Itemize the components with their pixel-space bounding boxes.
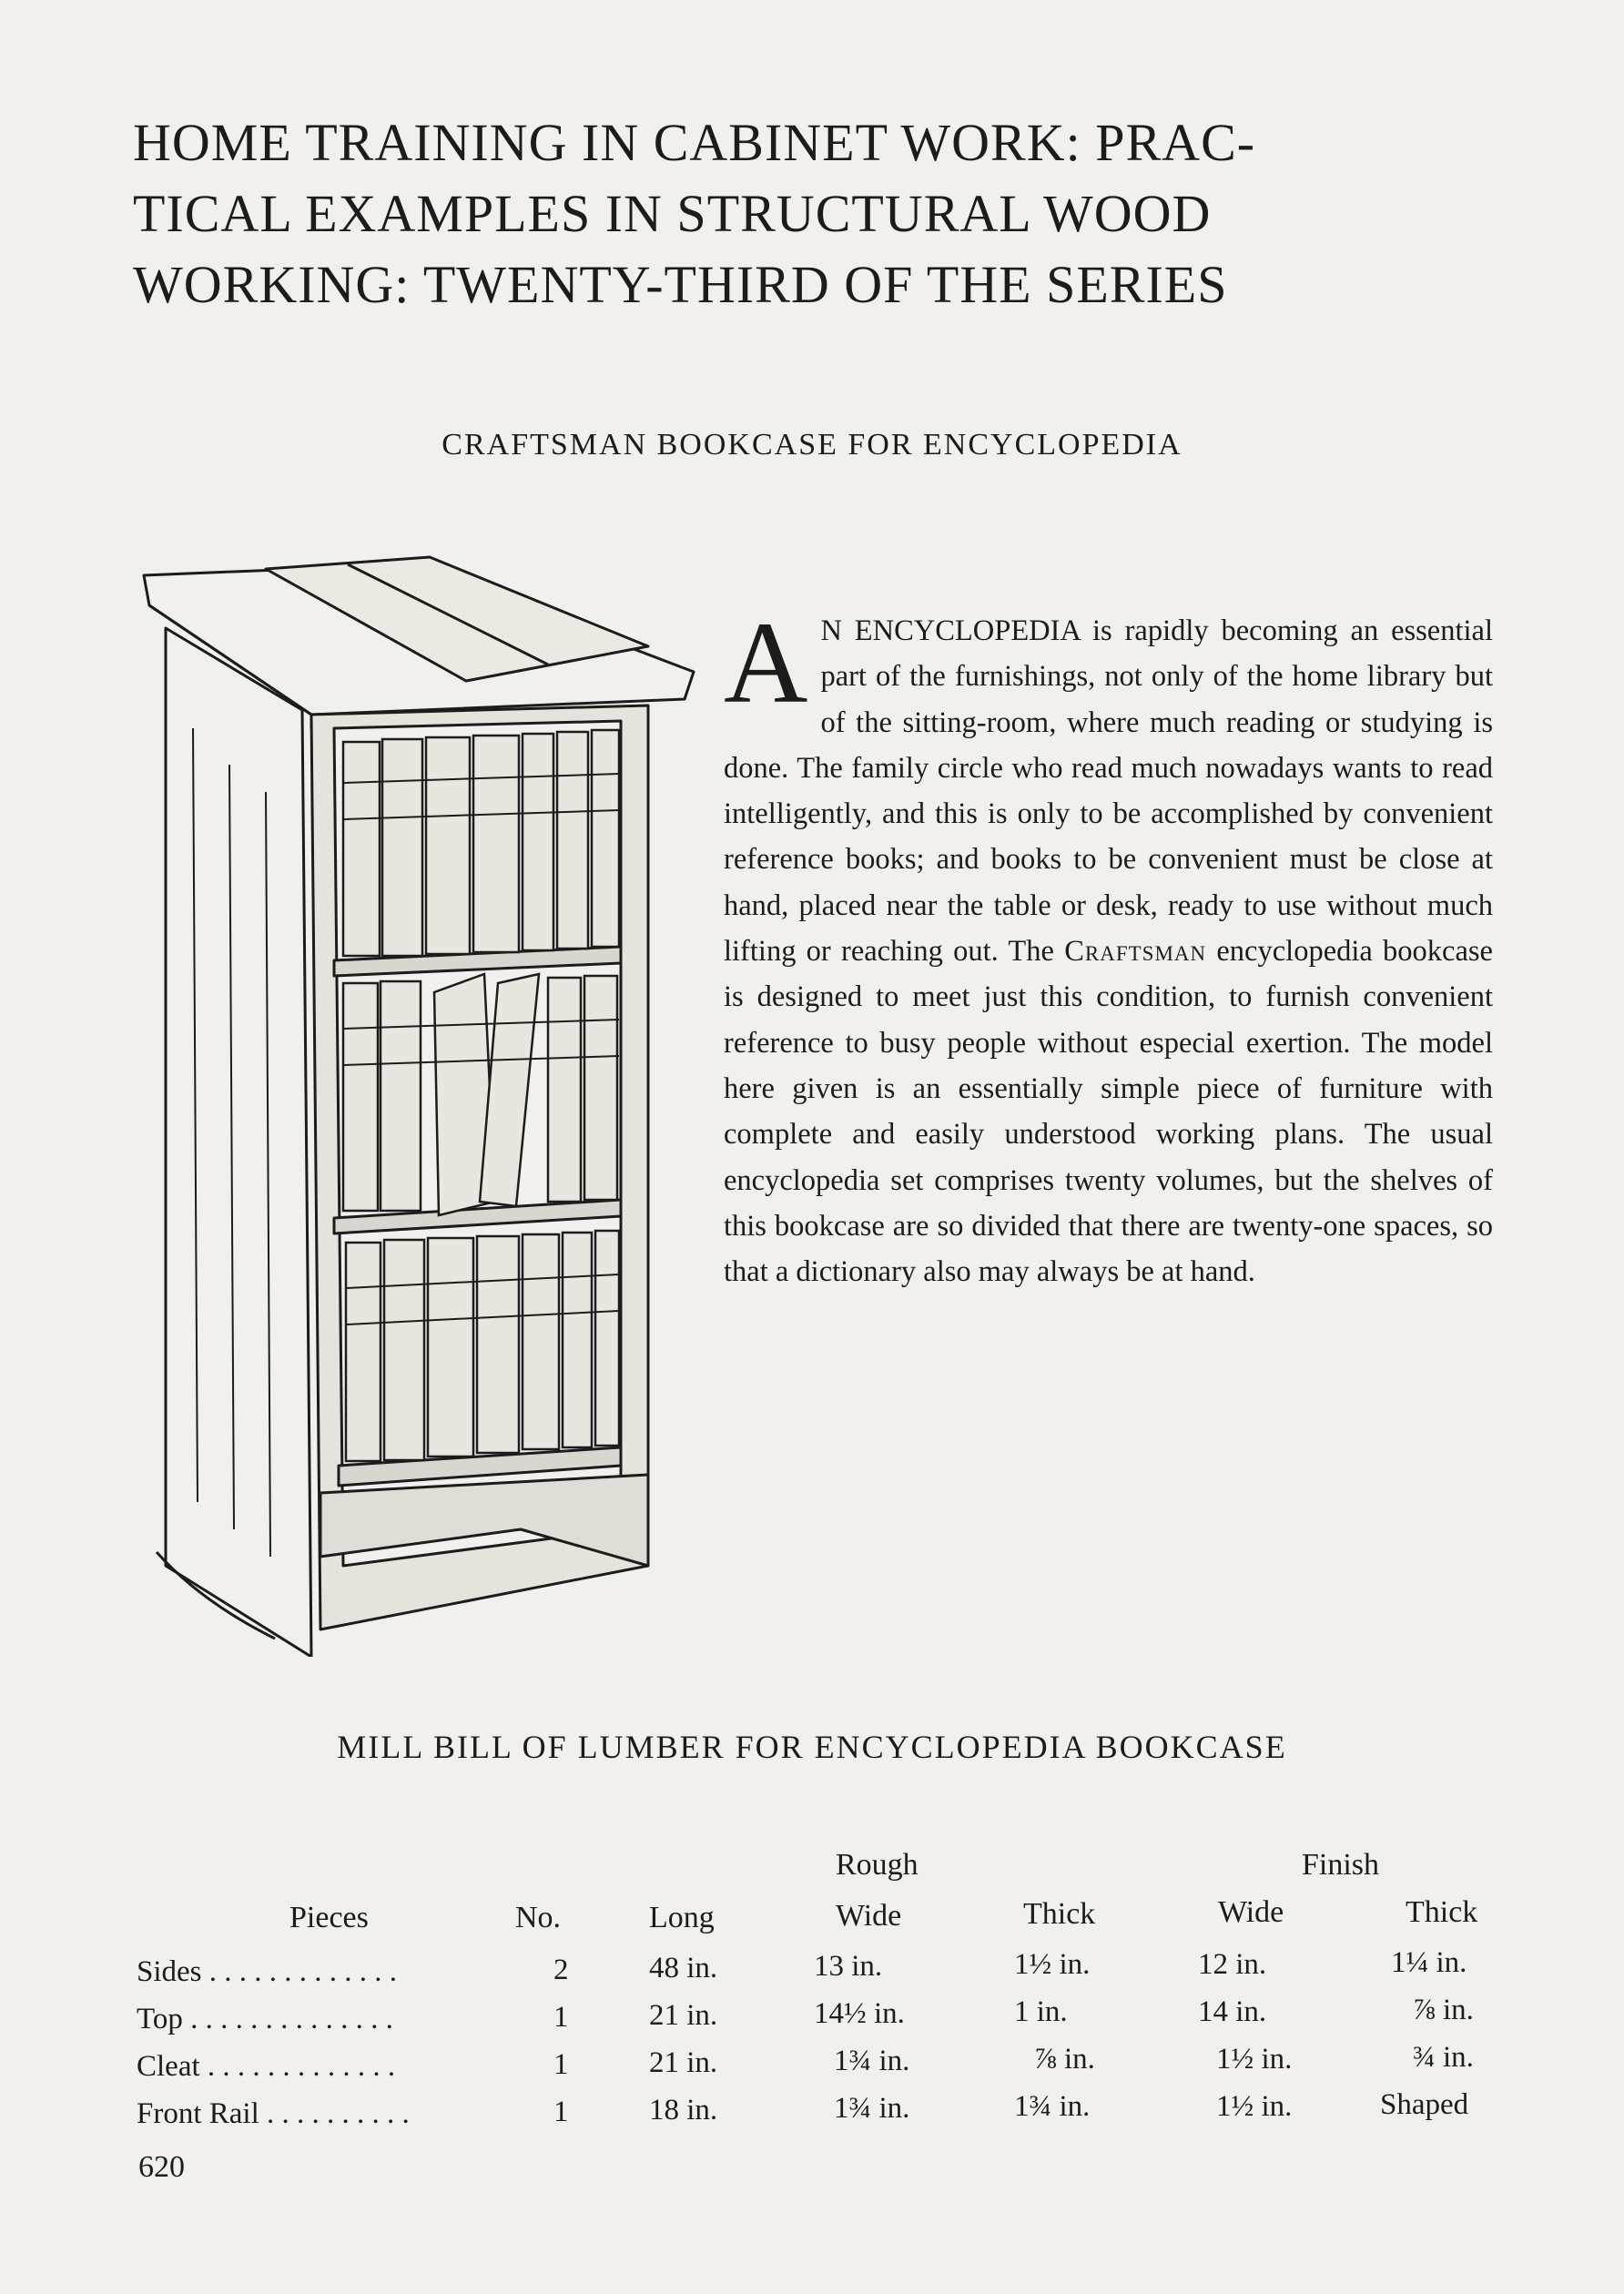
- group-header-finish: Finish: [1302, 1848, 1380, 1882]
- cell-finish-wide: 1½ in.: [1216, 2090, 1293, 2123]
- cell-finish-thick: 1¼ in.: [1391, 1946, 1467, 1979]
- article-text: N ENCYCLOPEDIA is rapidly becoming an essential part of the furnishings, not only of the home library but of the sitting-room, where much reading or studying is done. The family circle who read much nowadays wants to read intelligently, and this is only to be accomplished by convenient reference books; and books to be convenient must be close at hand, placed near the table or desk, ready to use without much lifting or reaching out. The: [724, 614, 1493, 969]
- group-header-rough: Rough: [836, 1848, 919, 1882]
- cell-rough-wide: 14½ in.: [814, 1997, 905, 2030]
- cell-long: 18 in.: [649, 2094, 718, 2127]
- mill-bill-title: MILL BILL OF LUMBER FOR ENCYCLOPEDIA BOOKCASE: [337, 1729, 1287, 1765]
- cell-no: 1: [553, 2096, 569, 2128]
- col-header-rough-wide: Wide: [836, 1899, 902, 1933]
- title-line: HOME TRAINING IN CABINET WORK: PRAC-: [133, 113, 1256, 172]
- bookcase-illustration: [138, 546, 721, 1657]
- cell-finish-thick: ¾ in.: [1413, 2041, 1474, 2074]
- cell-piece: Cleat . . . . . . . . . . . . .: [137, 2050, 396, 2083]
- cell-rough-thick: 1 in.: [1014, 1995, 1068, 2028]
- drop-cap: A: [724, 598, 808, 727]
- cell-long: 48 in.: [649, 1952, 718, 1984]
- article-body: [724, 598, 1493, 1294]
- cell-piece: Front Rail . . . . . . . . . .: [137, 2097, 410, 2130]
- cell-rough-wide: 13 in.: [814, 1950, 883, 1983]
- title-line: TICAL EXAMPLES IN STRUCTURAL WOOD: [133, 184, 1212, 243]
- cell-finish-wide: 1½ in.: [1216, 2043, 1293, 2076]
- page-number: 620: [138, 2150, 185, 2184]
- cell-piece: Sides . . . . . . . . . . . . .: [137, 1955, 398, 1988]
- cell-rough-thick: 1¾ in.: [1014, 2090, 1091, 2123]
- cell-no: 1: [553, 2001, 569, 2034]
- cell-no: 2: [553, 1954, 569, 1986]
- cell-piece: Top . . . . . . . . . . . . . .: [137, 2003, 393, 2035]
- cell-finish-wide: 14 in.: [1198, 1995, 1267, 2028]
- cell-finish-wide: 12 in.: [1198, 1948, 1267, 1981]
- cell-no: 1: [553, 2048, 569, 2081]
- section-subtitle: CRAFTSMAN BOOKCASE FOR ENCYCLOPEDIA: [442, 428, 1182, 462]
- cell-rough-thick: 1½ in.: [1014, 1948, 1091, 1981]
- cell-rough-wide: 1¾ in.: [834, 2045, 910, 2077]
- article-text-continued: encyclopedia bookcase is designed to meet just this condition, to furnish convenient reference to busy people without especial exertion. The model here given is an essentially simple piece of furniture with complete and easily understood working plans. The usual encyclopedia set comprises twenty volumes, but the shelves of this bookcase are so divided that there are twenty-one spaces, so that a dictionary also may always be at hand.: [724, 935, 1493, 1289]
- cell-finish-thick: Shaped: [1380, 2088, 1469, 2121]
- col-header-pieces: Pieces: [289, 1901, 369, 1934]
- col-header-long: Long: [649, 1901, 715, 1934]
- cell-finish-thick: ⅞ in.: [1413, 1994, 1474, 2026]
- cell-long: 21 in.: [649, 2046, 718, 2079]
- craftsman-smallcaps: Craftsman: [1064, 935, 1207, 969]
- col-header-no: No.: [515, 1901, 562, 1934]
- title-line: WORKING: TWENTY-THIRD OF THE SERIES: [133, 255, 1228, 314]
- cell-rough-wide: 1¾ in.: [834, 2092, 910, 2125]
- cell-rough-thick: ⅞ in.: [1034, 2043, 1095, 2076]
- cell-long: 21 in.: [649, 1999, 718, 2032]
- col-header-rough-thick: Thick: [1023, 1897, 1096, 1931]
- col-header-finish-thick: Thick: [1406, 1895, 1478, 1929]
- article-title: [133, 107, 1498, 320]
- col-header-finish-wide: Wide: [1218, 1895, 1284, 1929]
